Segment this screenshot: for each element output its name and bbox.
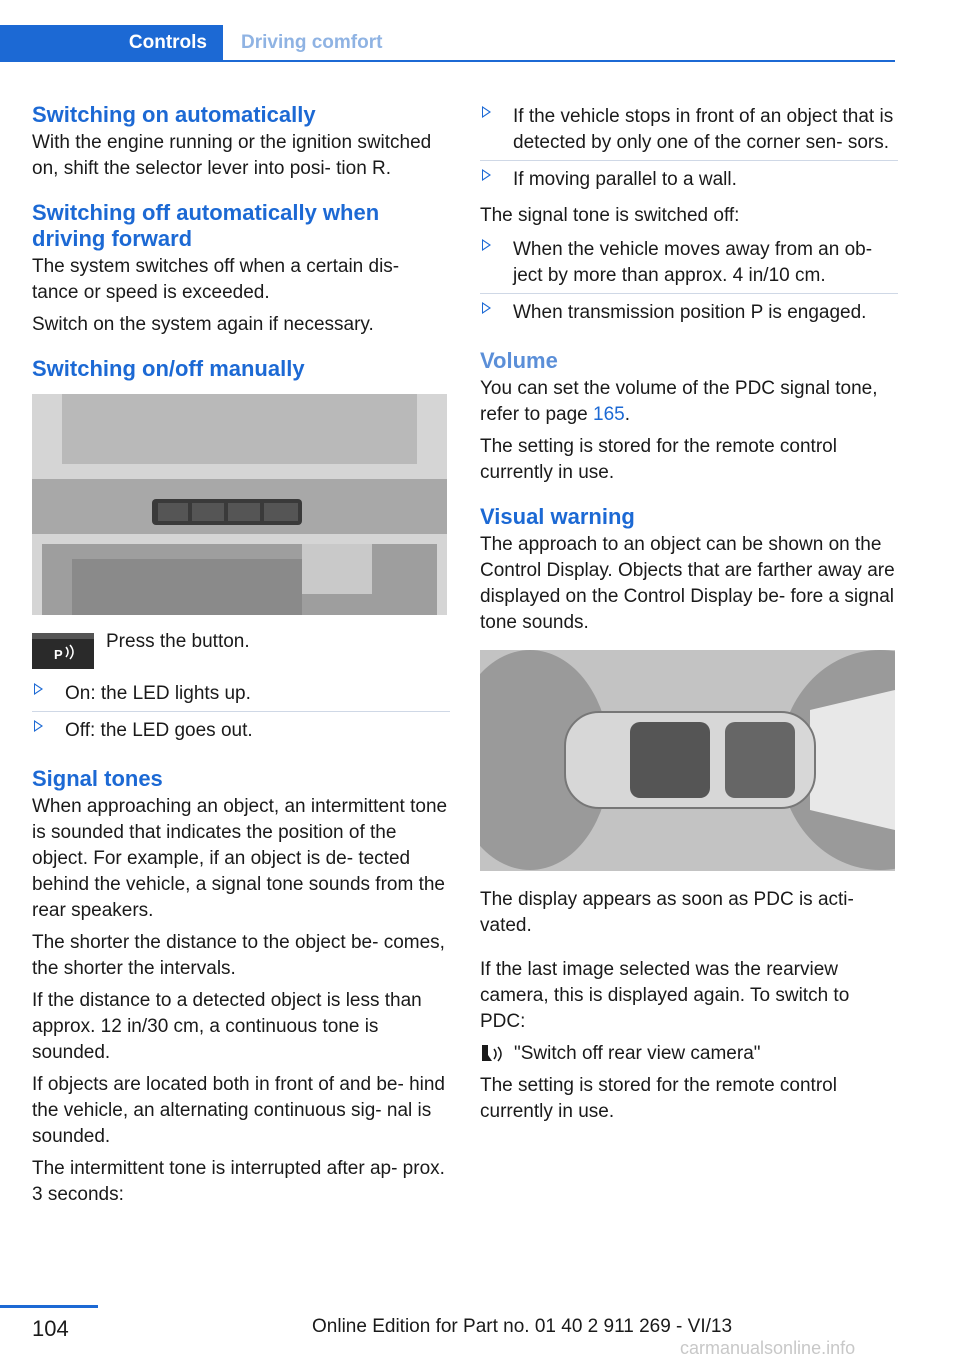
paragraph: If objects are located both in front of and be- hind the vehicle, an alternating continuous sig- nal is sounded. [32,1074,445,1147]
heading-switching-on-automatically: Switching on automatically [32,102,316,127]
paragraph: The system switches off when a certain dis- tance or speed is exceeded. [32,256,400,303]
heading-signal-tones: Signal tones [32,766,163,791]
list-item: If moving parallel to a wall. [480,165,898,197]
paragraph: If the distance to a detected object is less than approx. 12 in/30 cm, a continuous tone is sounded. [32,990,422,1063]
control-display-car-image [480,650,895,871]
car-top-view-illustration [480,650,895,871]
triangle-bullet-icon [34,683,43,695]
heading-switching-off-automatically: Switching off automatically when driving forward [32,200,380,251]
paragraph: The setting is stored for the remote control currently in use. [480,436,837,483]
heading-visual-warning: Visual warning [480,504,635,529]
pdc-button-icon [32,633,94,669]
triangle-bullet-icon [482,302,491,314]
paragraph: When approaching an object, an intermittent tone is sounded that indicates the position of the object. For example, if an object is de- tected behind the vehicle, a signal tone sounds from the rear speakers. [32,796,448,921]
paragraph: The setting is stored for the remote control currently in use. [480,1075,837,1122]
voice-command-icon [480,1043,506,1065]
console-buttons-photo [32,394,447,615]
paragraph: Switch on the system again if necessary. [32,314,374,335]
list-item: When transmission position P is engaged. [480,298,898,330]
page-header [0,25,895,63]
interrupt-bullet-list [480,102,898,197]
paragraph: The shorter the distance to the object be- comes, the shorter the intervals. [32,932,445,979]
heading-switching-manually: Switching on/off manually [32,356,305,381]
voice-command-row [480,1041,898,1067]
page-number: 104 [32,1316,69,1341]
press-button-text: Press the button. [106,631,250,652]
paragraph: The signal tone is switched off: [480,205,740,226]
off-bullet-list [480,235,898,330]
led-bullet-list [32,679,450,748]
console-illustration [32,394,447,615]
paragraph-volume: You can set the volume of the PDC signal tone, refer to page 165. [480,378,878,425]
list-item: If the vehicle stops in front of an object that is detected by only one of the corner sen- sors. [480,102,898,161]
watermark: carmanualsonline.info [680,1338,856,1358]
paragraph: With the engine running or the ignition switched on, shift the selector lever into posi- tion R. [32,132,432,179]
triangle-bullet-icon [34,720,43,732]
list-item: Off: the LED goes out. [32,716,450,748]
triangle-bullet-icon [482,239,491,251]
paragraph: The display appears as soon as PDC is acti- vated. [480,889,854,936]
triangle-bullet-icon [482,106,491,118]
paragraph: The approach to an object can be shown on the Control Display. Objects that are farther away are displayed on the Control Display be- fore a signal tone sounds. [480,534,895,633]
list-item: On: the LED lights up. [32,679,450,712]
right-column [480,102,898,1131]
tab-driving-comfort[interactable]: Driving comfort [241,32,383,53]
press-button-row [32,629,450,669]
page-link[interactable]: 165 [593,404,625,425]
header-rule [0,60,895,62]
footer-rule [0,1305,98,1308]
edition-text: Online Edition for Part no. 01 40 2 911 269 - VI/13 [312,1316,733,1337]
tab-controls[interactable]: Controls [0,25,223,61]
svg-text:P: P [54,647,63,662]
voice-command-text: "Switch off rear view camera" [514,1043,761,1064]
left-column [32,102,450,1214]
paragraph: The intermittent tone is interrupted after ap- prox. 3 seconds: [32,1158,445,1205]
triangle-bullet-icon [482,169,491,181]
paragraph: If the last image selected was the rearview camera, this is displayed again. To switch to PDC: [480,959,850,1032]
list-item: When the vehicle moves away from an ob- ject by more than approx. 4 in/10 cm. [480,235,898,294]
heading-volume: Volume [480,348,558,373]
